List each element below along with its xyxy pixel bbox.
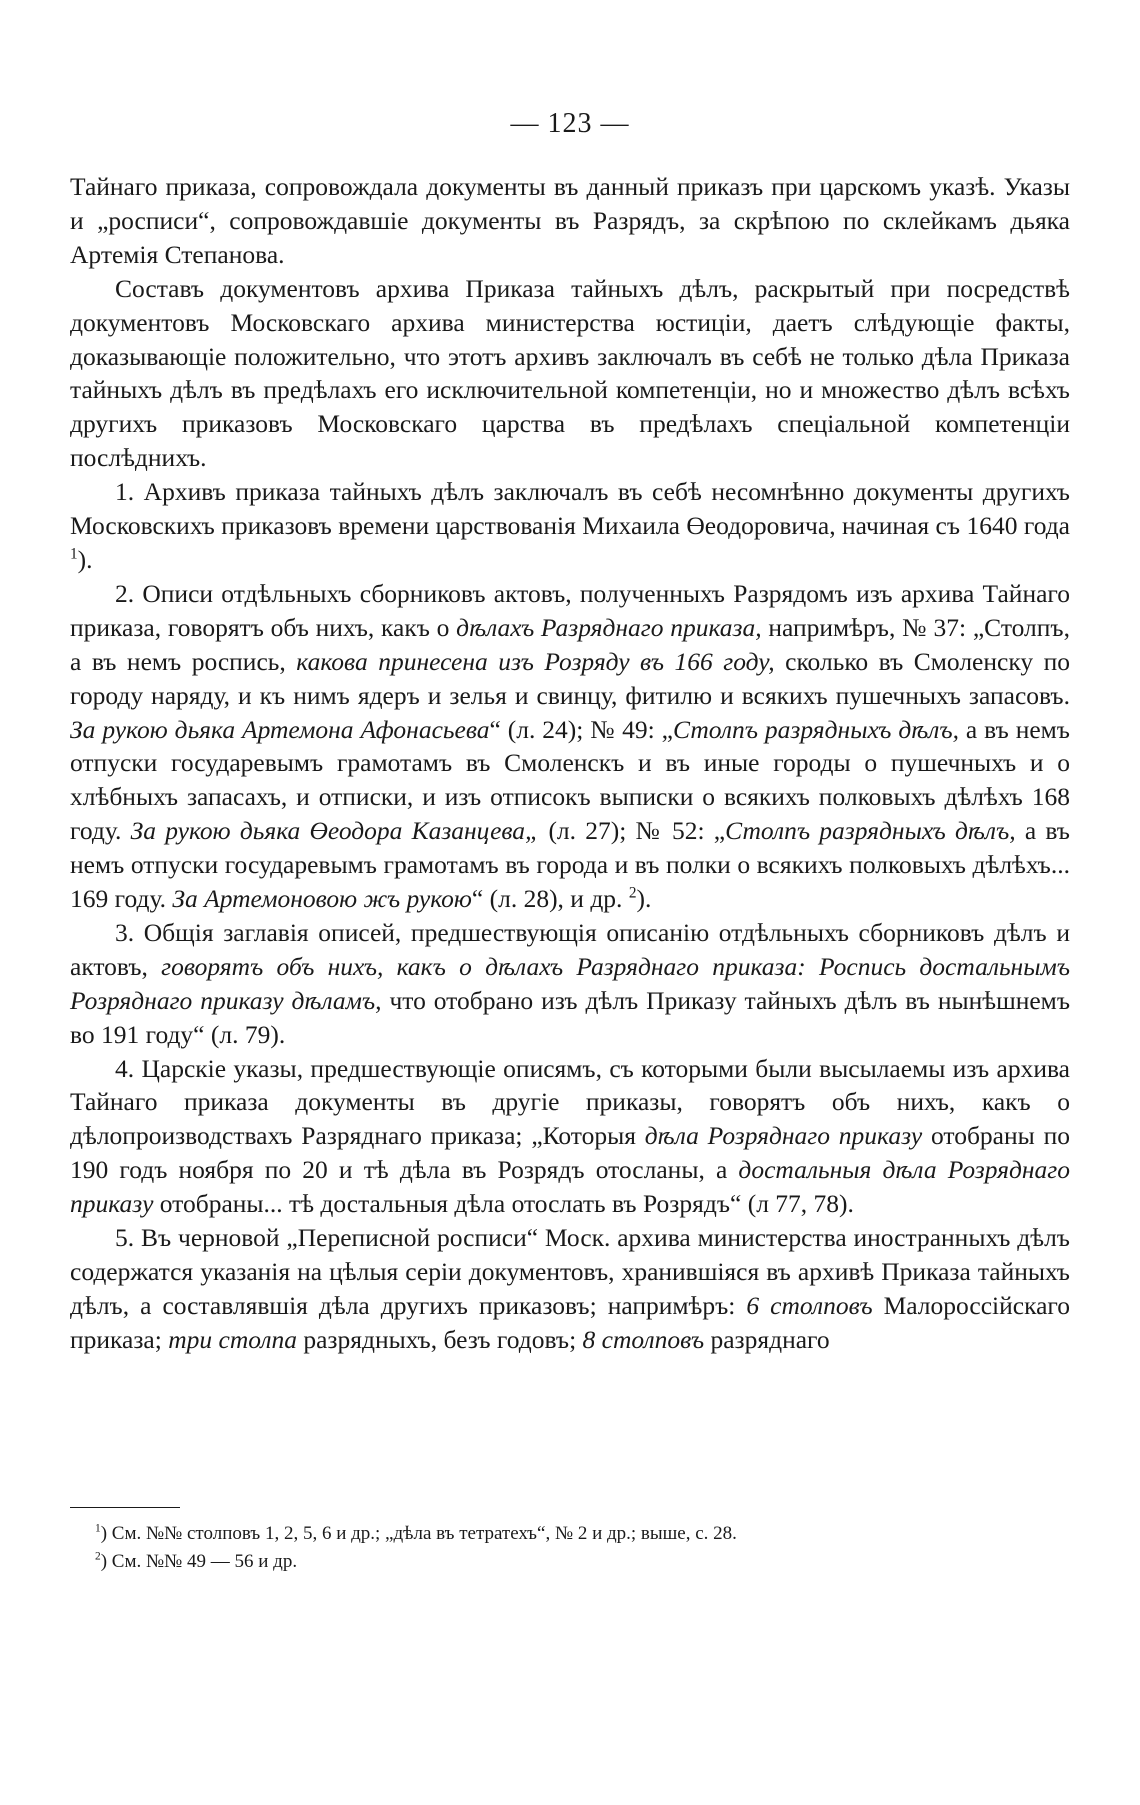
text-run: ). [77, 544, 93, 574]
italic-text: 6 столповъ [746, 1290, 873, 1320]
text-run: ). [636, 884, 652, 914]
body-text [70, 170, 1070, 1357]
footnote-text: ) См. №№ столповъ 1, 2, 5, 6 и др.; „дѣла въ тетратехъ“, № 2 и др.; выше, с. 28. [100, 1523, 737, 1544]
text-run: отобраны по 190 годъ ноября по 20 и тѣ дѣла въ Розрядъ отосланы, а [70, 1121, 1070, 1185]
paragraph [70, 475, 1070, 577]
paragraph [70, 1052, 1070, 1222]
text-run: 5. Въ черновой „Переписной росписи“ Моск. архива министерства иностранныхъ дѣлъ содержатся указанія на цѣлыя серіи документовъ, хранившіяся въ архивѣ Приказа тайныхъ дѣлъ, а составлявшія дѣла другихъ приказовъ; напримѣръ: [70, 1223, 1070, 1320]
page-number: — 123 — [510, 108, 630, 139]
footnote-marker: 1 [95, 1522, 101, 1535]
text-run: отобраны... тѣ достальныя дѣла отослать въ Розрядъ“ (л 77, 78). [153, 1189, 854, 1219]
italic-text: За рукою дьяка Өеодора Казанцева„ [130, 816, 540, 846]
italic-text: Столпъ разрядныхъ дѣлъ, [672, 714, 959, 744]
text-run: Тайнаго приказа, сопровождала документы въ данный приказъ при царскомъ указѣ. Указы и „росписи“, сопровождавшіе документы въ Разрядъ, за скрѣпою по склейкамъ дьяка Артемія Степанова. [70, 172, 1070, 269]
footnotes [95, 1520, 1070, 1576]
paragraph [70, 1221, 1070, 1357]
italic-text: За Артемоновою жъ рукою [172, 884, 472, 914]
text-run: разряднаго [704, 1324, 830, 1354]
text-run: “ (л. 28), и др. [471, 884, 629, 914]
text-run: разрядныхъ, безъ годовъ; [296, 1324, 583, 1354]
text-run: сколько въ Смоленску по городу наряду, и къ нимъ ядеръ и зелья и свинцу, фитилю и всякихъ пушечныхъ запасовъ. [70, 646, 1071, 710]
footnote-text: ) См. №№ 49 — 56 и др. [100, 1551, 298, 1572]
text-run: напримѣръ, № 37: „Столпъ, а въ немъ роспись, [70, 612, 1070, 676]
italic-text: достальныя дѣла Розряднаго приказу [70, 1155, 1071, 1219]
paragraph [70, 170, 1070, 272]
italic-text: Столпъ разрядныхъ дѣлъ, [725, 816, 1016, 846]
text-run: “ (л. 24); № 49: „ [489, 714, 673, 744]
text-run: Составъ документовъ архива Приказа тайныхъ дѣлъ, раскрытый при посредствѣ документовъ Московскаго архива министерства юстиціи, даетъ слѣдующіе факты, доказывающіе положительно, что этотъ архивъ заключалъ въ себѣ не только дѣла Приказа тайныхъ дѣлъ въ предѣлахъ его исключительной компетенціи, но и множество дѣлъ всѣхъ другихъ приказовъ Московскаго царства въ предѣлахъ спеціальной компетенціи послѣднихъ. [70, 273, 1070, 473]
footnote-divider [70, 1507, 180, 1508]
italic-text: 8 столповъ [582, 1324, 705, 1354]
footnote [95, 1548, 1070, 1576]
text-run: а въ немъ отпуски государевымъ грамотамъ въ Смоленскъ и въ иные городы о пушечныхъ и о хлѣбныхъ запасахъ, и отписки, и изъ отписокъ выписки о всякихъ полковыхъ дѣлѣхъ 168 году. [70, 714, 1070, 846]
paragraph [70, 577, 1070, 916]
italic-text: За рукою дьяка Артемона Афонасьева [70, 714, 490, 744]
text-run: 4. Царскіе указы, предшествующіе описямъ, съ которыми были высылаемы изъ архива Тайнаго приказа документы въ другіе приказы, говорятъ объ нихъ, какъ о дѣлопроизводствахъ Разряднаго приказа; „Которыя [70, 1053, 1070, 1151]
footnote-ref: 1 [70, 545, 78, 563]
italic-text: какова принесена изъ Розряду въ 166 году, [296, 646, 775, 676]
italic-text: говорятъ объ нихъ, какъ о дѣлахъ Разряднаго приказа: Роспись достальнымъ Розряднаго приказу дѣламъ, [70, 951, 1070, 1015]
text-run: 3. Общія заглавія описей, предшествующія описанію отдѣльныхъ сборниковъ дѣлъ и актовъ, [70, 917, 1070, 981]
paragraph [70, 272, 1070, 475]
italic-text: дѣла Розряднаго приказу [644, 1121, 923, 1151]
footnote-marker: 2 [95, 1550, 101, 1563]
text-run: а въ немъ отпуски государевымъ грамотамъ въ города и въ полки о всякихъ полковыхъ дѣлѣхъ... 169 году. [70, 816, 1070, 914]
text-run: что отобрано изъ дѣлъ Приказу тайныхъ дѣлъ въ нынѣшнемъ во 191 году“ (л. 79). [70, 985, 1071, 1049]
italic-text: три столпа [168, 1324, 297, 1354]
paragraph [70, 916, 1070, 1052]
footnote [95, 1520, 1070, 1548]
text-run: (л. 27); № 52: „ [539, 816, 726, 846]
footnote-ref: 2 [628, 884, 637, 902]
text-run: Малороссійскаго приказа; [70, 1290, 1070, 1354]
italic-text: дѣлахъ Разряднаго приказа, [456, 612, 762, 642]
text-run: 1. Архивъ приказа тайныхъ дѣлъ заключалъ въ себѣ несомнѣнно документы другихъ Московскихъ приказовъ времени царствованія Михаила Өеодоровича, начиная съ 1640 года [70, 477, 1070, 541]
text-run: 2. Описи отдѣльныхъ сборниковъ актовъ, полученныхъ Разрядомъ изъ архива Тайнаго приказа, говорятъ объ нихъ, какъ о [70, 578, 1070, 642]
